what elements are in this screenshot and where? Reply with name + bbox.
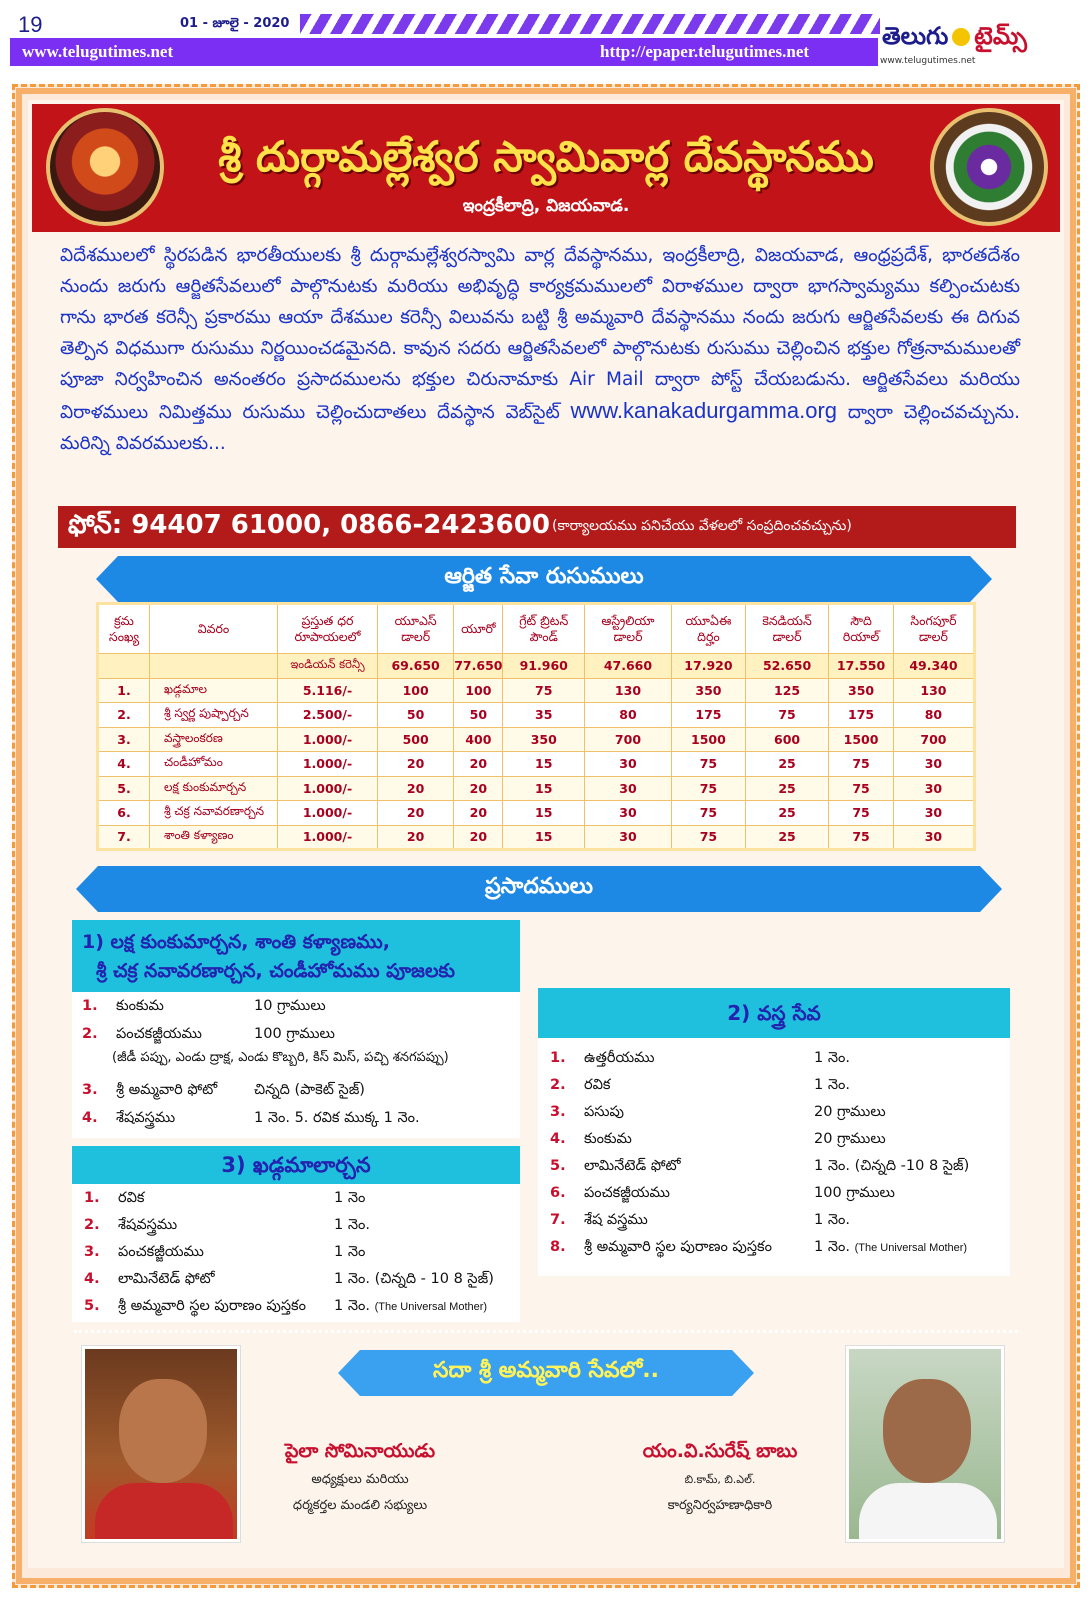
row-serial: 4. (98, 752, 150, 777)
item-name: కుంకుమ (116, 998, 164, 1014)
logo-text (882, 22, 1027, 56)
row-currency-value: 20 (378, 825, 454, 850)
logo-right-text: టైమ్స్ (974, 22, 1027, 50)
item-number: 3. (550, 1104, 566, 1120)
rate-usd: 69.650 (378, 654, 454, 679)
item-name: లామినేటెడ్ ఫోటో (118, 1271, 215, 1287)
row-currency-value: 175 (671, 703, 745, 728)
executive-officer-role: కార్యనిర్వహణాధికారి (667, 1498, 773, 1513)
rate-sar: 17.550 (829, 654, 894, 679)
telugu-times-logo[interactable] (880, 14, 1080, 70)
row-inr: 1.000/- (278, 801, 378, 826)
item-qty (334, 1244, 365, 1264)
body-shape (95, 1483, 233, 1542)
item-number: 2. (84, 1217, 100, 1233)
row-currency-value: 15 (503, 752, 585, 777)
table-row (98, 703, 975, 728)
item-qty-english: (The Universal Mother) (374, 1301, 488, 1313)
item-qty-text: 20 గ్రాములు (814, 1104, 886, 1120)
chairman-role-1: అధ్యక్షులు మరియు (311, 1472, 409, 1487)
table-cell (98, 654, 150, 679)
row-inr: 2.500/- (278, 703, 378, 728)
row-currency-value: 350 (503, 727, 585, 752)
row-currency-value: 500 (378, 727, 454, 752)
temple-website-link[interactable]: www.kanakadurgamma.org (570, 398, 838, 423)
row-currency-value: 20 (378, 776, 454, 801)
item-number: 3. (84, 1244, 100, 1260)
list-item (84, 1298, 488, 1318)
item-qty-text: 1 నెం. (చిన్నది - 10 8 సైజ్) (334, 1271, 494, 1287)
row-currency-value: 75 (671, 776, 745, 801)
row-currency-value: 20 (378, 801, 454, 826)
row-currency-value: 30 (893, 825, 974, 850)
list-item (84, 1217, 370, 1237)
phone-numbers: ఫోన్: 94407 61000, 0866-2423600 (68, 510, 550, 540)
list-item (550, 1077, 850, 1097)
executive-officer-block (600, 1440, 840, 1519)
list-item (550, 1050, 850, 1070)
row-inr: 1.000/- (278, 825, 378, 850)
card-1-title-line2: శ్రీ చక్ర నవావరణార్చన, చండీహోమము పూజలకు (96, 960, 455, 982)
row-currency-value: 130 (585, 678, 672, 703)
item-qty-text: 1 నెం. (814, 1212, 850, 1228)
item-name: శేషవస్త్రము (118, 1217, 178, 1233)
executive-officer-name: యం.వి.సురేష్ బాబు (642, 1440, 798, 1462)
fees-section-title: ఆర్జిత సేవా రుసుములు (444, 564, 644, 589)
item-qty (814, 1158, 969, 1178)
item-name: శ్రీ అమ్మవారి స్థల పురాణం పుస్తకం (584, 1239, 772, 1255)
item-qty-text: 1 నెం (334, 1244, 366, 1260)
row-currency-value: 15 (503, 801, 585, 826)
table-row (98, 776, 975, 801)
table-row (98, 678, 975, 703)
row-currency-value: 700 (893, 727, 974, 752)
face-shape (119, 1379, 207, 1483)
item-name: లామినేటెడ్ ఫోటో (584, 1158, 681, 1174)
list-item (82, 998, 326, 1018)
face-shape (883, 1379, 971, 1483)
col-serial: క్రమ సంఖ్య (98, 604, 150, 654)
temple-location: ఇంద్రకీలాద్రి, విజయవాడ. (462, 196, 630, 216)
item-qty: 1 నెం. 5. రవిక ముక్క 1 నెం. (254, 1110, 420, 1126)
row-inr: 1.000/- (278, 727, 378, 752)
row-serial: 6. (98, 801, 150, 826)
item-qty-text: 1 నెం. (చిన్నది -10 8 సైజ్) (814, 1158, 970, 1174)
item-qty (814, 1050, 850, 1070)
row-currency-value: 75 (503, 678, 585, 703)
card-3-header: 3) ఖడ్గమాలార్చన (72, 1146, 520, 1184)
motto-text: సదా శ్రీ అమ్మవారి సేవలో.. (433, 1358, 659, 1383)
row-currency-value: 75 (829, 776, 894, 801)
executive-officer-photo (846, 1346, 1004, 1542)
list-item (550, 1185, 895, 1205)
row-currency-value: 25 (745, 752, 828, 777)
header-stripes (300, 14, 880, 34)
row-currency-value: 30 (585, 752, 672, 777)
item-qty (814, 1239, 967, 1259)
table-cell (150, 654, 278, 679)
executive-officer-qualification: బి.కామ్, బి.ఎల్. (684, 1473, 756, 1486)
section-divider (74, 1330, 1018, 1333)
currency-label: ఇండియన్ కరెన్సీ (278, 654, 378, 679)
row-seva-name: వస్త్రాలంకరణ (150, 727, 278, 752)
item-number: 2. (82, 1026, 98, 1042)
item-qty-text: 1 నెం. (814, 1050, 850, 1066)
row-currency-value: 30 (893, 752, 974, 777)
item-name: శేష వస్త్రము (584, 1212, 648, 1228)
card-2-header: 2) వస్త్ర సేవ (538, 988, 1010, 1038)
row-serial: 7. (98, 825, 150, 850)
row-currency-value: 20 (454, 801, 503, 826)
item-name: రవిక (118, 1190, 145, 1206)
prasadam-card-2 (538, 988, 1010, 1276)
list-item (550, 1104, 886, 1124)
item-qty-text: 20 గ్రాములు (814, 1131, 886, 1147)
list-item (82, 1026, 335, 1046)
item-qty (334, 1271, 494, 1291)
row-currency-value: 75 (829, 825, 894, 850)
row-seva-name: శాంతి కళ్యాణం (150, 825, 278, 850)
row-seva-name: చండీహోమం (150, 752, 278, 777)
list-item (82, 1110, 420, 1130)
item-number: 1. (82, 998, 98, 1014)
row-currency-value: 125 (745, 678, 828, 703)
item-number: 3. (82, 1082, 98, 1098)
temple-title: శ్రీ దుర్గామల్లేశ్వర స్వామివార్ల దేవస్థానము (218, 132, 874, 181)
intro-tail: ద్వారా చెల్లించవచ్చును. మరిన్ని వివరములకు... (60, 402, 1020, 454)
row-currency-value: 75 (671, 801, 745, 826)
item-number: 6. (550, 1185, 566, 1201)
item-qty (814, 1077, 850, 1097)
row-currency-value: 75 (829, 801, 894, 826)
item-name: శేషవస్త్రము (116, 1110, 176, 1126)
row-currency-value: 30 (893, 776, 974, 801)
row-currency-value: 1500 (671, 727, 745, 752)
list-item (84, 1190, 366, 1210)
col-sar: సౌది రియాల్ (829, 604, 894, 654)
col-cad: కెనడియన్ డాలర్ (745, 604, 828, 654)
row-seva-name: లక్ష కుంకుమార్చన (150, 776, 278, 801)
item-number: 1. (84, 1190, 100, 1206)
row-currency-value: 30 (585, 801, 672, 826)
item-qty-text: 100 గ్రాములు (814, 1185, 895, 1201)
exchange-rate-row (98, 654, 975, 679)
prasadam-section-title: ప్రసాదములు (485, 874, 593, 899)
row-currency-value: 100 (454, 678, 503, 703)
fee-table (96, 602, 976, 851)
row-seva-name: ఖడ్గమాల (150, 678, 278, 703)
list-item (550, 1239, 968, 1259)
row-currency-value: 1500 (829, 727, 894, 752)
fee-table-header (98, 604, 975, 654)
row-currency-value: 30 (893, 801, 974, 826)
item-qty (814, 1185, 895, 1205)
prasadam-card-1 (72, 920, 520, 1138)
item-name: పంచకజ్జీయము (116, 1026, 202, 1042)
row-currency-value: 75 (671, 752, 745, 777)
item-name: కుంకుమ (584, 1131, 632, 1147)
row-currency-value: 15 (503, 825, 585, 850)
chairman-block (240, 1440, 480, 1519)
item-qty-text: 1 నెం. (814, 1239, 850, 1255)
intro-text: విదేశములలో స్థిరపడిన భారతీయులకు శ్రీ దుర్గామల్లేశ్వరస్వామి వార్ల దేవస్థానము, ఇంద్రకీలాద్రి, విజయవాడ, ఆంధ్రప్రదేశ్, భారతదేశం నుందు జరుగు ఆర్జితసేవలులో పాల్గొనుటకు మరియు అభివృద్ధి కార్యక్రమములలో విరాళముల ద్వారా భాగస్వామ్యము కల్పించుటకు గాను భారత కరెన్సీ ప్రకారము ఆయా దేశముల కరెన్సీ విలువను బట్టి శ్రీ అమ్మవారి దేవస్థానము నందు జరుగు ఆర్జితసేవలకు ఈ దిగువ తెల్పిన విధముగా రుసుము నిర్ణయించడమైనది. కావున సదరు ఆర్జితసేవలలో పాల్గొనుటకు రుసుము చెల్లించిన భక్తుల గోత్రనామములతో పూజా నిర్వహించిన అనంతరం ప్రసాదములను భక్తుల చిరునామాకు Air Mail ద్వారా పోస్ట్ చేయబడును. ఆర్జితసేవలు మరియు విరాళములు నిమిత్తము రుసుము చెల్లించుదాతలు దేవస్థాన వెబ్‌సైట్ (60, 245, 1020, 423)
rate-cad: 52.650 (745, 654, 828, 679)
item-qty-text: 1 నెం. (334, 1217, 370, 1233)
chairman-photo (82, 1346, 240, 1542)
item-qty-text: 1 నెం. (334, 1298, 370, 1314)
row-currency-value: 400 (454, 727, 503, 752)
list-item (550, 1158, 970, 1178)
item-note: (జీడీ పప్పు, ఎండు ద్రాక్ష, ఎండు కొబ్బరి, కిస్ మిస్, పచ్చి శనగపప్పు) (112, 1050, 449, 1065)
item-qty-english: (The Universal Mother) (854, 1242, 968, 1254)
item-number: 8. (550, 1239, 566, 1255)
row-currency-value: 25 (745, 801, 828, 826)
row-currency-value: 80 (893, 703, 974, 728)
row-currency-value: 100 (378, 678, 454, 703)
row-seva-name: శ్రీ స్వర్ణ పుష్పార్చన (150, 703, 278, 728)
item-qty-text: 1 నెం. (814, 1077, 850, 1093)
prasadam-section-ribbon (98, 866, 980, 912)
row-currency-value: 20 (454, 752, 503, 777)
col-usd: యూఎస్ డాలర్ (378, 604, 454, 654)
col-description: వివరం (150, 604, 278, 654)
chairman-name: పైలా సోమినాయుడు (284, 1440, 436, 1462)
list-item (550, 1131, 886, 1151)
row-currency-value: 35 (503, 703, 585, 728)
page-number: 19 (18, 12, 43, 37)
row-seva-name: శ్రీ చక్ర నవావరణార్చన (150, 801, 278, 826)
rate-gbp: 91.960 (503, 654, 585, 679)
col-euro: యూరో (454, 604, 503, 654)
item-number: 4. (84, 1271, 100, 1287)
epaper-url-link[interactable]: http://epaper.telugutimes.net (600, 42, 810, 61)
item-qty-text: 1 నెం (334, 1190, 366, 1206)
table-row (98, 825, 975, 850)
table-row (98, 727, 975, 752)
item-qty (334, 1298, 487, 1318)
item-number: 4. (550, 1131, 566, 1147)
card-1-title-line1: 1) లక్ష కుంకుమార్చన, శాంతి కళ్యాణము, (82, 931, 390, 953)
phone-note: (కార్యాలయము పనిచేయు వేళలలో సంప్రదించవచ్చును) (552, 518, 852, 534)
list-item (84, 1244, 366, 1264)
row-currency-value: 30 (585, 776, 672, 801)
row-currency-value: 80 (585, 703, 672, 728)
item-name: పంచకజ్జీయము (584, 1185, 670, 1201)
intro-paragraph (60, 240, 1020, 459)
item-name: ఉత్తరీయము (584, 1050, 655, 1066)
item-qty (334, 1190, 365, 1210)
row-currency-value: 130 (893, 678, 974, 703)
card-1-header (72, 920, 520, 992)
row-currency-value: 700 (585, 727, 672, 752)
item-name: శ్రీ అమ్మవారి స్థల పురాణం పుస్తకం (118, 1298, 306, 1314)
rate-euro: 77.650 (454, 654, 503, 679)
rate-sgd: 49.340 (893, 654, 974, 679)
row-currency-value: 30 (585, 825, 672, 850)
list-item (82, 1082, 365, 1102)
row-currency-value: 50 (454, 703, 503, 728)
item-qty (814, 1104, 886, 1124)
col-sgd: సింగపూర్ డాలర్ (893, 604, 974, 654)
row-serial: 5. (98, 776, 150, 801)
row-currency-value: 350 (829, 678, 894, 703)
row-inr: 1.000/- (278, 776, 378, 801)
row-serial: 3. (98, 727, 150, 752)
row-currency-value: 350 (671, 678, 745, 703)
item-number: 5. (84, 1298, 100, 1314)
item-name: పంచకజ్జీయము (118, 1244, 204, 1260)
table-row (98, 801, 975, 826)
item-qty: 100 గ్రాములు (254, 1026, 335, 1042)
row-inr: 5.116/- (278, 678, 378, 703)
row-currency-value: 25 (745, 776, 828, 801)
row-currency-value: 75 (745, 703, 828, 728)
item-qty: 10 గ్రాములు (254, 998, 326, 1014)
row-currency-value: 25 (745, 825, 828, 850)
row-currency-value: 15 (503, 776, 585, 801)
table-row (98, 752, 975, 777)
prasadam-card-3 (72, 1146, 520, 1322)
col-inr: ప్రస్తుత ధర రూపాయలలో (278, 604, 378, 654)
row-currency-value: 75 (829, 752, 894, 777)
item-number: 5. (550, 1158, 566, 1174)
list-item (550, 1212, 850, 1232)
row-currency-value: 20 (454, 825, 503, 850)
fees-section-ribbon (118, 556, 970, 602)
item-number: 1. (550, 1050, 566, 1066)
item-qty (814, 1131, 886, 1151)
item-name: రవిక (584, 1077, 611, 1093)
body-shape (859, 1483, 997, 1542)
phone-bar (58, 506, 1016, 548)
row-currency-value: 600 (745, 727, 828, 752)
rate-aud: 47.660 (585, 654, 672, 679)
col-aed: యూఏఈ దిర్హం (671, 604, 745, 654)
item-number: 4. (82, 1110, 98, 1126)
site-url-link[interactable]: www.telugutimes.net (22, 42, 174, 61)
logo-left-text: తెలుగు (882, 22, 949, 50)
item-number: 2. (550, 1077, 566, 1093)
item-qty (334, 1217, 370, 1237)
col-gbp: గ్రేట్ బ్రిటన్ పౌండ్ (503, 604, 585, 654)
item-qty: చిన్నది (పాకెట్ సైజ్) (254, 1082, 365, 1098)
col-aud: ఆస్ట్రేలియా డాలర్ (585, 604, 672, 654)
logo-subtitle: www.telugutimes.net (880, 56, 976, 66)
row-serial: 1. (98, 678, 150, 703)
row-currency-value: 175 (829, 703, 894, 728)
row-currency-value: 50 (378, 703, 454, 728)
chairman-role-2: ధర్మకర్తల మండలి సభ్యులు (292, 1498, 428, 1513)
motto-ribbon (360, 1350, 732, 1396)
row-currency-value: 20 (378, 752, 454, 777)
rate-aed: 17.920 (671, 654, 745, 679)
row-inr: 1.000/- (278, 752, 378, 777)
issue-date: 01 - జూలై - 2020 (180, 16, 290, 31)
item-name: శ్రీ అమ్మవారి ఫోటో (116, 1082, 218, 1098)
item-name: పసుపు (584, 1104, 624, 1120)
logo-dot-icon (952, 28, 970, 46)
row-currency-value: 20 (454, 776, 503, 801)
row-serial: 2. (98, 703, 150, 728)
item-qty (814, 1212, 850, 1232)
list-item (84, 1271, 494, 1291)
row-currency-value: 75 (671, 825, 745, 850)
item-number: 7. (550, 1212, 566, 1228)
